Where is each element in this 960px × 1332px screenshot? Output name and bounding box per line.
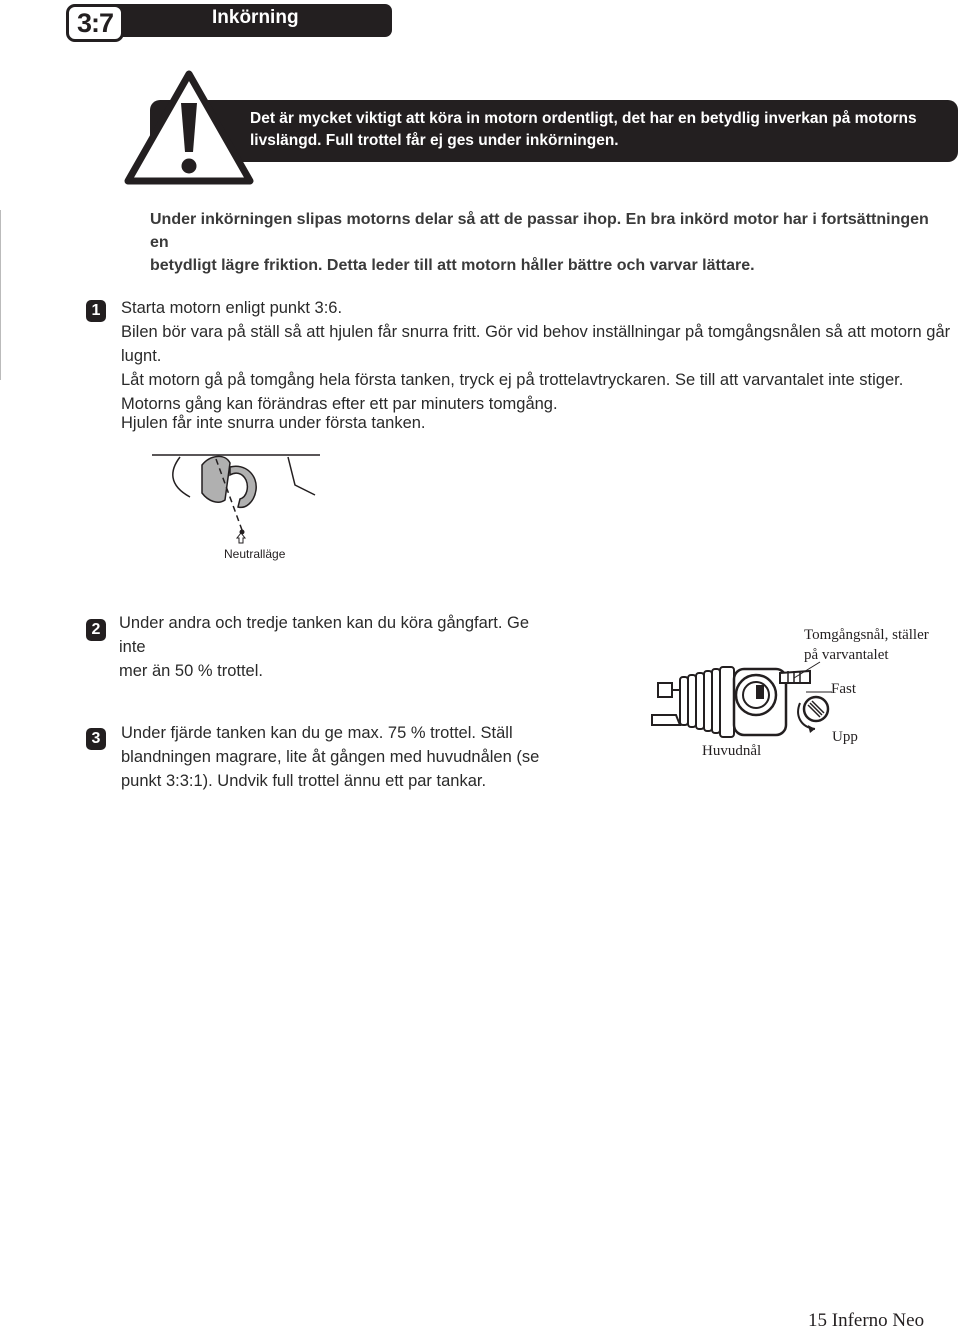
- neutral-label: Neutralläge: [224, 547, 286, 561]
- warning-text: Det är mycket viktigt att köra in motorn ordentligt, det har en betydlig inverkan på motorns livslängd. Full trottel får ej ges under inkörningen.: [250, 110, 917, 149]
- step-2-badge: 2: [86, 619, 106, 641]
- step-1-line: Motorns gång kan förändras efter ett par minuters tomgång.: [121, 395, 558, 413]
- idle-needle-label: Tomgångsnål, ställer på varvantalet: [804, 627, 929, 663]
- step-1-line: Starta motorn enligt punkt 3:6.: [121, 299, 343, 317]
- intro-line: Under inkörningen slipas motorns delar så att de passar ihop. En bra inkörd motor har i fortsättningen en: [150, 211, 929, 251]
- step-1-badge: 1: [86, 300, 106, 322]
- step-2-line: Under andra och tredje tanken kan du köra gångfart. Ge inte: [119, 614, 530, 656]
- main-needle-label: Huvudnål: [702, 743, 762, 759]
- page-title: Inkörning: [212, 7, 299, 28]
- intro-line: betydligt lägre friktion. Detta leder till att motorn håller bättre och varvar lättare.: [150, 257, 755, 274]
- step-1-text: [121, 296, 960, 416]
- section-number-badge: [66, 4, 124, 42]
- step-3-line: blandningen magrare, lite åt gången med huvudnålen (se: [121, 748, 540, 766]
- arrow-up-icon: [235, 532, 247, 544]
- step-2-line: mer än 50 % trottel.: [119, 662, 263, 680]
- fast-label: Fast: [831, 681, 857, 697]
- intro-paragraph: [150, 208, 950, 277]
- trigger-neutral-illustration: [150, 445, 325, 545]
- step-3-line: Under fjärde tanken kan du ge max. 75 % trottel. Ställ: [121, 724, 513, 742]
- up-label: Upp: [832, 729, 858, 745]
- page-footer: 15 Inferno Neo: [808, 1310, 925, 1331]
- callout-line-fast: [806, 690, 832, 694]
- step-2-text: [119, 611, 559, 683]
- warning-triangle-icon: [122, 68, 256, 188]
- step-3-text: [121, 721, 561, 793]
- margin-rule: [0, 210, 1, 380]
- step-1-note: Hjulen får inte snurra under första tanken.: [121, 414, 426, 432]
- step-1-line: Låt motorn gå på tomgång hela första tanken, tryck ej på trottelavtryckaren. Se till att varvantalet inte stiger.: [121, 371, 904, 389]
- step-1-line: Bilen bör vara på ställ så att hjulen får snurra fritt. Gör vid behov inställningar på tomgångsnålen så att motorn går lugnt.: [121, 323, 951, 365]
- step-3-line: punkt 3:3:1). Undvik full trottel ännu ett par tankar.: [121, 772, 487, 790]
- callout-line-idle: [792, 660, 822, 680]
- step-3-badge: 3: [86, 728, 106, 750]
- section-number: 3:7: [76, 7, 114, 38]
